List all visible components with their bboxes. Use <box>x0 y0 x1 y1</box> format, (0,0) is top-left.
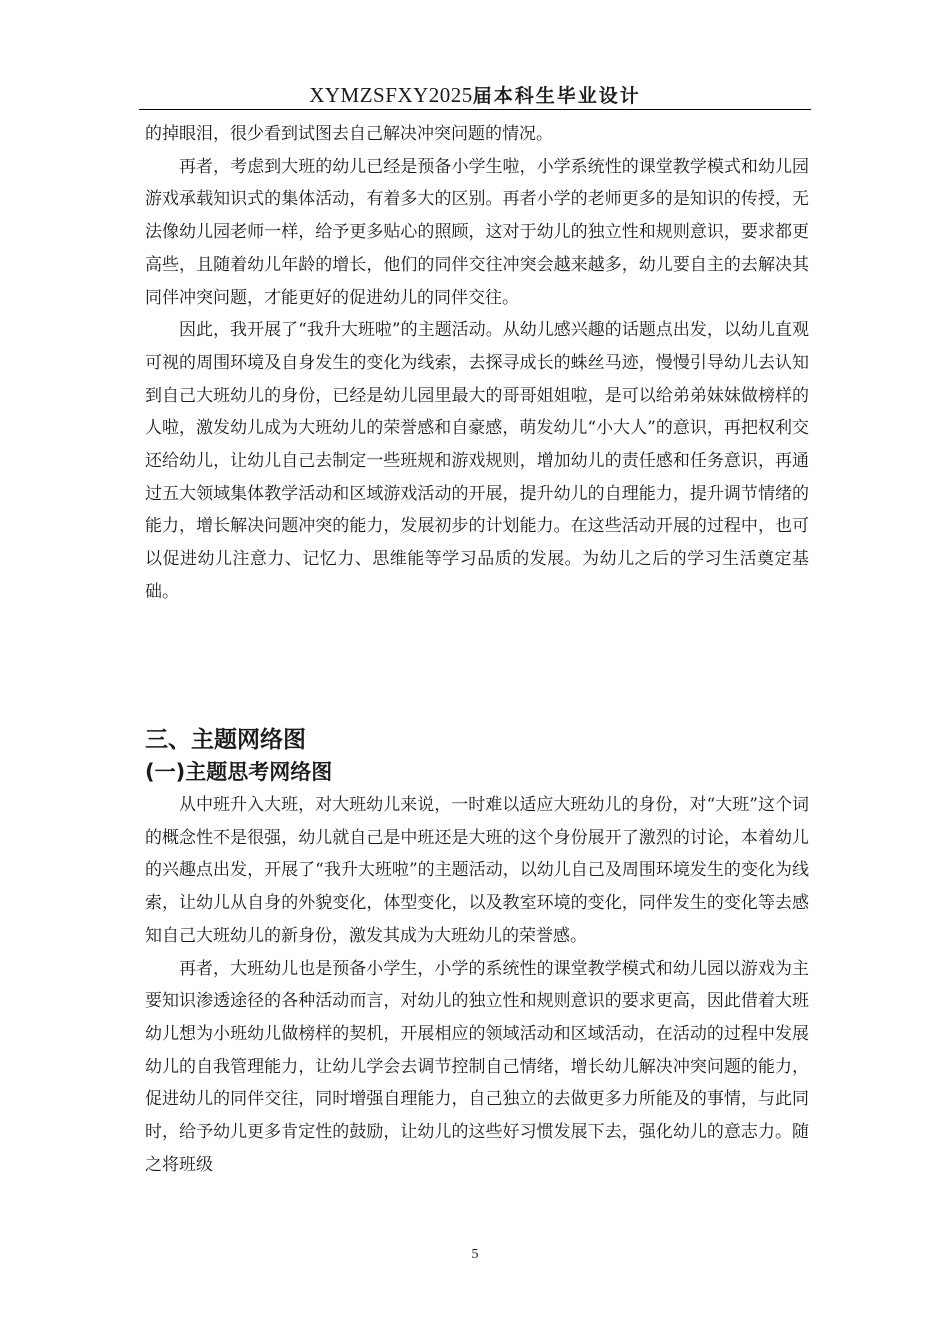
section-paragraph-2: 再者，大班幼儿也是预备小学生，小学的系统性的课堂教学模式和幼儿园以游戏为主要知识渗透途径的各种活动而言，对幼儿的独立性和规则意识的要求更高，因此借着大班幼儿想为小班幼儿做榜样的契机，开展相应的领域活动和区域活动，在活动的过程中发展幼儿的自我管理能力，让幼儿学会去调节控制自己情绪，增长幼儿解决冲突问题的能力，促进幼儿的同伴交往，同时增强自理能力，自己独立的去做更多力所能及的事情，与此同时，给予幼儿更多肯定性的鼓励，让幼儿的这些好习惯发展下去，强化幼儿的意志力。随之将班级 <box>145 958 809 1175</box>
section-heading: 三、主题网络图 <box>145 727 306 753</box>
header-title: 届本科生毕业设计 <box>472 85 641 107</box>
body-paragraph-2: 因此，我开展了“我升大班啦”的主题活动。从幼儿感兴趣的话题点出发，以幼儿直观可视的周围环境及自身发生的变化为线索，去探寻成长的蛛丝马迹，慢慢引导幼儿去认知到自己大班幼儿的身份，已经是幼儿园里最大的哥哥姐姐啦，是可以给弟弟妹妹做榜样的人啦，激发幼儿成为大班幼儿的荣誉感和自豪感，萌发幼儿“小大人”的意识，再把权利交还给幼儿，让幼儿自己去制定一些班规和游戏规则，增加幼儿的责任感和任务意识，再通过五大领域集体教学活动和区域游戏活动的开展，提升幼儿的自理能力，提升调节情绪的能力，增长解决问题冲突的能力，发展初步的计划能力。在这些活动开展的过程中，也可以促进幼儿注意力、记忆力、思维能等学习品质的发展。为幼儿之后的学习生活奠定基础。 <box>145 320 809 602</box>
header-divider <box>139 109 811 110</box>
continuation-paragraph: 的掉眼泪，很少看到试图去自己解决冲突问题的情况。 <box>145 124 553 144</box>
section-paragraph-1: 从中班升入大班，对大班幼儿来说，一时难以适应大班幼儿的身份，对“大班”这个词的概念性不是很强，幼儿就自己是中班还是大班的这个身份展开了激烈的讨论，本着幼儿的兴趣点出发，开展了“我升大班啦”的主题活动，以幼儿自己及周围环境发生的变化为线索，让幼儿从自身的外貌变化，体型变化，以及教室环境的变化，同伴发生的变化等去感知自己大班幼儿的新身份，激发其成为大班幼儿的荣誉感。 <box>145 795 809 946</box>
section-text-block <box>145 789 809 1181</box>
top-text-block <box>145 118 809 609</box>
page-header <box>139 82 811 109</box>
subsection-heading: (一)主题思考网络图 <box>145 760 333 784</box>
body-paragraph-1: 再者，考虑到大班的幼儿已经是预备小学生啦，小学系统性的课堂教学模式和幼儿园游戏承载知识式的集体活动，有着多大的区别。再者小学的老师更多的是知识的传授，无法像幼儿园老师一样，给予更多贴心的照顾，这对于幼儿的独立性和规则意识，要求都更高些，且随着幼儿年龄的增长，他们的同伴交往冲突会越来越多，幼儿要自主的去解决其同伴冲突问题，才能更好的促进幼儿的同伴交往。 <box>145 156 809 308</box>
header-code: XYMZSFXY2025 <box>309 83 473 107</box>
page-number: 5 <box>471 1247 479 1262</box>
